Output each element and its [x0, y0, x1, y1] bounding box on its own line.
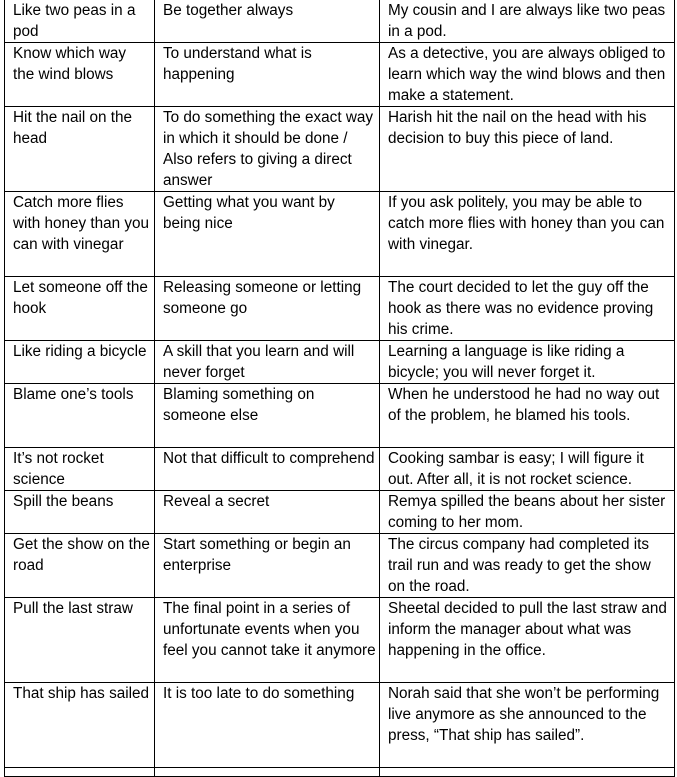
- example-cell: Remya spilled the beans about her sister coming to her mom.: [380, 491, 675, 534]
- idiom-cell: Pull the last straw: [5, 598, 155, 683]
- idiom-cell: It’s not rocket science: [5, 448, 155, 491]
- table-row: [5, 491, 675, 534]
- example-cell: Learning a language is like riding a bicycle; you will never forget it.: [380, 341, 675, 384]
- example-cell: As a detective, you are always obliged to learn which way the wind blows and then make a statement.: [380, 43, 675, 107]
- example-cell: The court decided to let the guy off the hook as there was no evidence proving his crime.: [380, 277, 675, 341]
- example-cell: My cousin and I are always like two peas in a pod.: [380, 0, 675, 43]
- table-row: [5, 43, 675, 107]
- table-row: [5, 0, 675, 43]
- idiom-cell: Get the show on the road: [5, 534, 155, 598]
- example-cell: The circus company had completed its trail run and was ready to get the show on the road.: [380, 534, 675, 598]
- example-cell: If you ask politely, you may be able to catch more flies with honey than you can with vinegar.: [380, 192, 675, 277]
- table-row: [5, 107, 675, 192]
- meaning-cell: Not that difficult to comprehend: [155, 448, 380, 491]
- meaning-cell: Start something or begin an enterprise: [155, 534, 380, 598]
- idiom-cell: Blame one’s tools: [5, 384, 155, 448]
- table-row-partial: [5, 768, 675, 777]
- meaning-cell: Getting what you want by being nice: [155, 192, 380, 277]
- table-row: [5, 384, 675, 448]
- meaning-cell: The final point in a series of unfortunate events when you feel you cannot take it anymore: [155, 598, 380, 683]
- table-row: [5, 341, 675, 384]
- idiom-cell: That ship has sailed: [5, 683, 155, 768]
- idiom-cell: Like riding a bicycle: [5, 341, 155, 384]
- meaning-cell: A skill that you learn and will never forget: [155, 341, 380, 384]
- idiom-cell: Catch more flies with honey than you can with vinegar: [5, 192, 155, 277]
- idiom-cell: Spill the beans: [5, 491, 155, 534]
- idiom-cell: Know which way the wind blows: [5, 43, 155, 107]
- example-cell: Harish hit the nail on the head with his decision to buy this piece of land.: [380, 107, 675, 192]
- meaning-cell: Blaming something on someone else: [155, 384, 380, 448]
- empty-cell: [155, 768, 380, 777]
- table-row: [5, 598, 675, 683]
- example-cell: Cooking sambar is easy; I will figure it out. After all, it is not rocket science.: [380, 448, 675, 491]
- meaning-cell: Be together always: [155, 0, 380, 43]
- table-row: [5, 192, 675, 277]
- idioms-table: [4, 0, 675, 777]
- idiom-cell: Hit the nail on the head: [5, 107, 155, 192]
- meaning-cell: Reveal a secret: [155, 491, 380, 534]
- empty-cell: [5, 768, 155, 777]
- meaning-cell: It is too late to do something: [155, 683, 380, 768]
- idiom-cell: Like two peas in a pod: [5, 0, 155, 43]
- meaning-cell: To do something the exact way in which it should be done / Also refers to giving a direct answer: [155, 107, 380, 192]
- idiom-cell: Let someone off the hook: [5, 277, 155, 341]
- example-cell: Sheetal decided to pull the last straw and inform the manager about what was happening in the office.: [380, 598, 675, 683]
- meaning-cell: Releasing someone or letting someone go: [155, 277, 380, 341]
- table-row: [5, 534, 675, 598]
- table-row: [5, 448, 675, 491]
- example-cell: Norah said that she won’t be performing live anymore as she announced to the press, “That ship has sailed”.: [380, 683, 675, 768]
- table-row: [5, 683, 675, 768]
- meaning-cell: To understand what is happening: [155, 43, 380, 107]
- empty-cell: [380, 768, 675, 777]
- table-row: [5, 277, 675, 341]
- idioms-table-body: [5, 0, 675, 777]
- example-cell: When he understood he had no way out of the problem, he blamed his tools.: [380, 384, 675, 448]
